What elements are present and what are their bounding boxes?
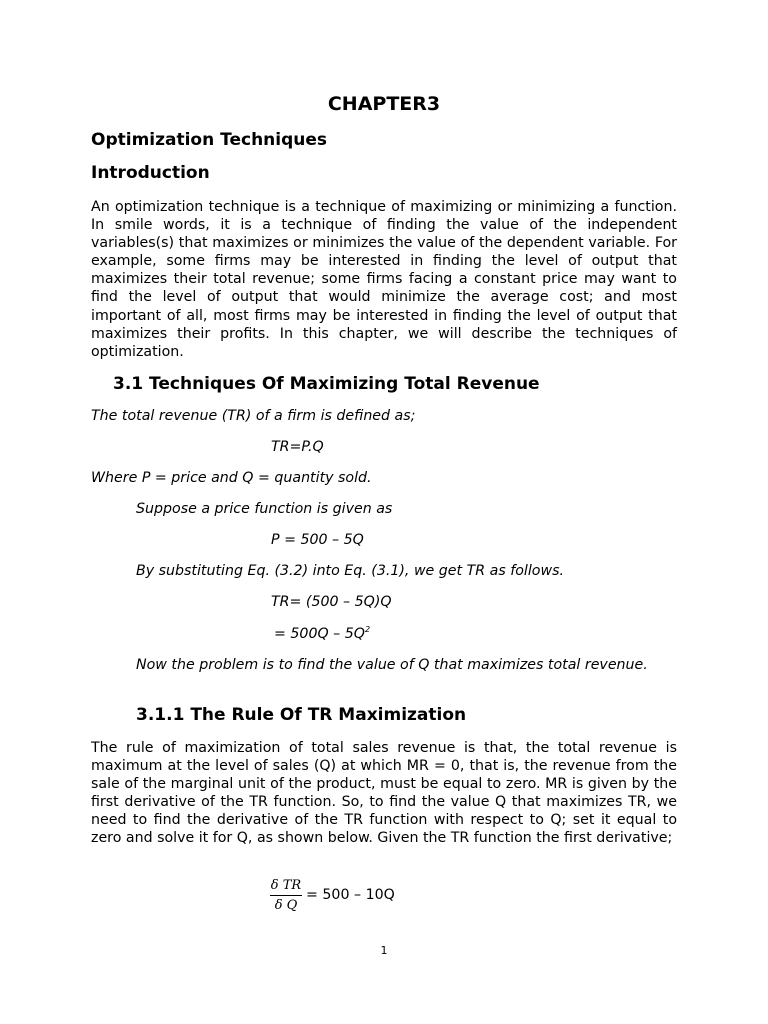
derivative-denominator: δ Q xyxy=(274,898,298,913)
derivative-fraction xyxy=(270,877,302,914)
tr-definition: The total revenue (TR) of a firm is defined as; xyxy=(91,408,416,424)
equation-tr: TR=P.Q xyxy=(271,439,324,455)
equation-tr-expanded-exponent: 2 xyxy=(364,625,371,634)
intro-heading: Introduction xyxy=(91,163,210,183)
page-number: 1 xyxy=(380,944,388,957)
substitute-text: By substituting Eq. (3.2) into Eq. (3.1), we get TR as follows. xyxy=(136,563,564,579)
section-3-1-1-heading: 3.1.1 The Rule Of TR Maximization xyxy=(136,705,467,725)
equation-price: P = 500 – 5Q xyxy=(271,532,364,548)
equation-tr-substituted: TR= (500 – 5Q)Q xyxy=(271,594,392,610)
chapter-title: CHAPTER3 xyxy=(327,93,441,115)
suppose-text: Suppose a price function is given as xyxy=(136,501,393,517)
section-title: Optimization Techniques xyxy=(91,130,328,150)
problem-text: Now the problem is to find the value of Q that maximizes total revenue. xyxy=(136,657,648,673)
where-text: Where P = price and Q = quantity sold. xyxy=(91,470,372,486)
fraction-bar xyxy=(270,895,302,896)
tr-maximization-paragraph: The rule of maximization of total sales revenue is that, the total revenue is maximum at the level of sales (Q) at which MR = 0, that is, the revenue from the sale of the marginal unit of the product, must be equal to zero. MR is given by the first derivative of the TR function. So, to find the value Q that maximizes TR, we need to find the derivative of the TR function with respect to Q; set it equal to zero and solve it for Q, as shown below. Given the TR function the first derivative; xyxy=(91,740,677,847)
section-3-1-heading: 3.1 Techniques Of Maximizing Total Revenue xyxy=(113,374,540,394)
equation-tr-expanded xyxy=(274,625,370,642)
equation-tr-expanded-base: = 500Q – 5Q xyxy=(274,626,365,642)
derivative-rhs: = 500 – 10Q xyxy=(306,887,395,903)
derivative-numerator: δ TR xyxy=(270,878,302,893)
intro-paragraph: An optimization technique is a technique of maximizing or minimizing a function. In smile words, it is a technique of finding the value of the independent variables(s) that maximizes or minimizes the value of the dependent variable. For example, some firms may be interested in finding the level of output that maximizes their total revenue; some firms facing a constant price may want to find the level of output that would minimize the average cost; and most important of all, most firms may be interested in finding the level of output that maximizes their profits. In this chapter, we will describe the techniques of optimization. xyxy=(91,199,677,360)
